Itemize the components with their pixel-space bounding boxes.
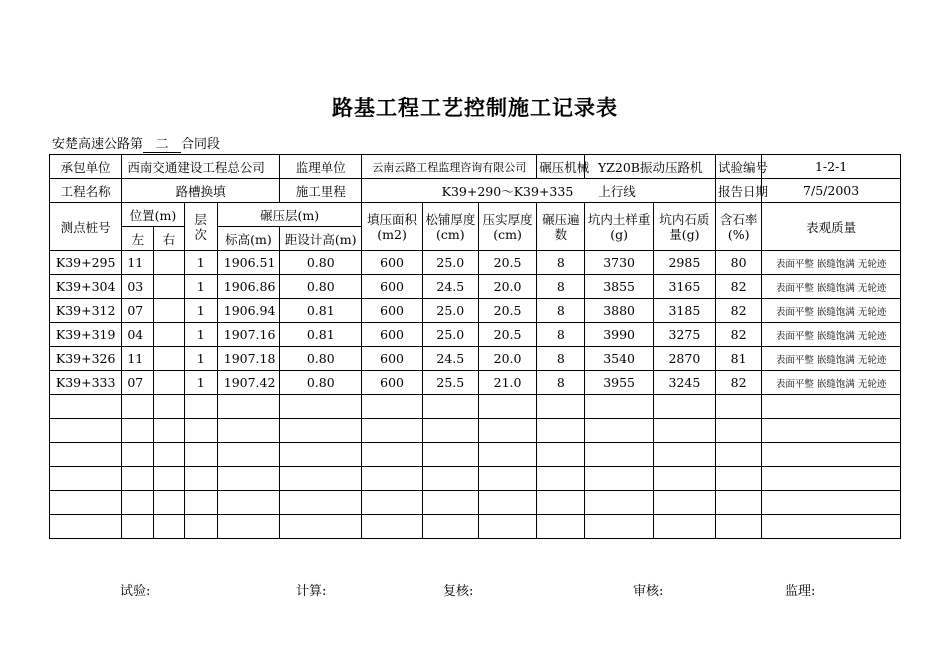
empty-cell: [280, 443, 362, 467]
test-no-value: 1-2-1: [762, 155, 901, 179]
machine-label: 碾压机械: [537, 155, 585, 179]
cell-surface-quality: 表面平整 嵌缝饱满 无轮迹: [762, 323, 901, 347]
page-title: 路基工程工艺控制施工记录表: [332, 95, 618, 120]
empty-cell: [653, 491, 715, 515]
empty-cell: [716, 443, 762, 467]
empty-table-row: [50, 419, 901, 443]
empty-cell: [154, 419, 184, 443]
cell-stone-weight: 3275: [653, 323, 715, 347]
empty-cell: [585, 395, 653, 419]
info-row-1: [50, 155, 901, 179]
cell-fill-area: 600: [362, 371, 422, 395]
empty-cell: [422, 467, 478, 491]
cell-soil-weight: 3990: [585, 323, 653, 347]
cell-station: K39+319: [50, 323, 122, 347]
cell-fill-area: 600: [362, 323, 422, 347]
cell-soil-weight: 3955: [585, 371, 653, 395]
header-compact-thickness: 压实厚度(cm): [478, 203, 536, 251]
cell-stone-content: 82: [716, 299, 762, 323]
empty-cell: [50, 515, 122, 539]
cell-elevation: 1907.42: [217, 371, 279, 395]
empty-cell: [478, 443, 536, 467]
cell-fill-area: 600: [362, 275, 422, 299]
empty-cell: [217, 395, 279, 419]
empty-cell: [716, 467, 762, 491]
cell-design-distance: 0.80: [280, 371, 362, 395]
header-layer-top: 层: [194, 211, 207, 227]
empty-cell: [184, 491, 217, 515]
empty-cell: [762, 419, 901, 443]
cell-passes: 8: [537, 299, 585, 323]
empty-cell: [50, 395, 122, 419]
empty-cell: [762, 491, 901, 515]
cell-layer: 1: [184, 275, 217, 299]
supervisor-label: 监理单位: [280, 155, 362, 179]
empty-cell: [362, 491, 422, 515]
empty-cell: [280, 491, 362, 515]
header-soil-weight: 坑内土样重(g): [585, 203, 653, 251]
cell-position-right: [154, 347, 184, 371]
empty-table-row: [50, 515, 901, 539]
empty-cell: [122, 443, 154, 467]
header-station: 测点桩号: [50, 203, 122, 251]
signature-review: 复核:: [443, 584, 474, 599]
header-loose-thickness: 松铺厚度(cm): [422, 203, 478, 251]
empty-cell: [184, 467, 217, 491]
empty-cell: [537, 443, 585, 467]
signature-audit: 审核:: [633, 584, 664, 599]
empty-cell: [184, 419, 217, 443]
empty-cell: [50, 443, 122, 467]
section-prefix: 安楚高速公路第: [52, 137, 144, 152]
cell-passes: 8: [537, 251, 585, 275]
empty-cell: [653, 419, 715, 443]
empty-cell: [537, 515, 585, 539]
cell-position-left: 07: [122, 299, 154, 323]
cell-stone-content: 80: [716, 251, 762, 275]
cell-compact-thickness: 20.5: [478, 251, 536, 275]
info-row-2: [50, 179, 901, 203]
empty-cell: [537, 467, 585, 491]
empty-cell: [585, 467, 653, 491]
empty-cell: [184, 395, 217, 419]
empty-cell: [50, 419, 122, 443]
cell-fill-area: 600: [362, 299, 422, 323]
cell-compact-thickness: 21.0: [478, 371, 536, 395]
empty-table-row: [50, 467, 901, 491]
empty-cell: [362, 395, 422, 419]
table-row: [50, 299, 901, 323]
cell-surface-quality: 表面平整 嵌缝饱满 无轮迹: [762, 299, 901, 323]
empty-cell: [154, 491, 184, 515]
cell-stone-content: 81: [716, 347, 762, 371]
empty-cell: [653, 443, 715, 467]
empty-cell: [280, 467, 362, 491]
cell-compact-thickness: 20.5: [478, 299, 536, 323]
empty-cell: [422, 419, 478, 443]
contractor-value: 西南交通建设工程总公司: [122, 155, 280, 179]
cell-station: K39+312: [50, 299, 122, 323]
cell-elevation: 1906.51: [217, 251, 279, 275]
cell-passes: 8: [537, 275, 585, 299]
cell-layer: 1: [184, 347, 217, 371]
empty-cell: [362, 515, 422, 539]
mileage-value: K39+290～K39+335 上行线: [362, 179, 716, 203]
cell-stone-content: 82: [716, 371, 762, 395]
empty-cell: [478, 419, 536, 443]
empty-cell: [537, 395, 585, 419]
empty-cell: [422, 491, 478, 515]
cell-station: K39+295: [50, 251, 122, 275]
cell-elevation: 1907.16: [217, 323, 279, 347]
empty-cell: [716, 515, 762, 539]
empty-cell: [716, 395, 762, 419]
empty-table-row: [50, 395, 901, 419]
empty-cell: [478, 395, 536, 419]
cell-layer: 1: [184, 251, 217, 275]
header-fill-area: 填压面积(m2): [362, 203, 422, 251]
cell-stone-weight: 2870: [653, 347, 715, 371]
header-passes: 碾压遍数: [537, 203, 585, 251]
cell-compact-thickness: 20.5: [478, 323, 536, 347]
empty-cell: [217, 515, 279, 539]
empty-cell: [653, 467, 715, 491]
header-right: 右: [154, 227, 184, 251]
empty-cell: [762, 467, 901, 491]
signature-supervision: 监理:: [785, 584, 816, 599]
cell-position-right: [154, 323, 184, 347]
empty-cell: [585, 491, 653, 515]
header-layer-bottom: 次: [194, 226, 207, 242]
empty-cell: [422, 515, 478, 539]
cell-soil-weight: 3855: [585, 275, 653, 299]
empty-cell: [762, 443, 901, 467]
empty-cell: [716, 491, 762, 515]
empty-cell: [280, 515, 362, 539]
empty-cell: [154, 467, 184, 491]
header-stone-content: 含石率(%): [716, 203, 762, 251]
empty-cell: [362, 419, 422, 443]
empty-cell: [716, 419, 762, 443]
cell-elevation: 1906.94: [217, 299, 279, 323]
record-table: [49, 154, 901, 539]
empty-cell: [122, 515, 154, 539]
empty-cell: [478, 491, 536, 515]
empty-cell: [537, 419, 585, 443]
empty-cell: [653, 395, 715, 419]
header-compacted-layer: 碾压层(m): [217, 203, 362, 227]
empty-cell: [50, 467, 122, 491]
empty-cell: [184, 443, 217, 467]
header-elevation: 标高(m): [217, 227, 279, 251]
empty-cell: [280, 395, 362, 419]
empty-cell: [217, 443, 279, 467]
cell-passes: 8: [537, 371, 585, 395]
test-no-label: 试验编号: [716, 155, 762, 179]
cell-station: K39+333: [50, 371, 122, 395]
cell-elevation: 1906.86: [217, 275, 279, 299]
empty-table-row: [50, 491, 901, 515]
header-design-distance: 距设计高(m): [280, 227, 362, 251]
cell-loose-thickness: 25.0: [422, 251, 478, 275]
signature-test: 试验:: [120, 584, 151, 599]
cell-elevation: 1907.18: [217, 347, 279, 371]
cell-stone-weight: 2985: [653, 251, 715, 275]
cell-position-left: 11: [122, 347, 154, 371]
header-stone-weight: 坑内石质量(g): [653, 203, 715, 251]
cell-stone-weight: 3165: [653, 275, 715, 299]
header-left: 左: [122, 227, 154, 251]
empty-cell: [122, 467, 154, 491]
cell-stone-content: 82: [716, 275, 762, 299]
empty-cell: [422, 395, 478, 419]
cell-station: K39+326: [50, 347, 122, 371]
cell-design-distance: 0.80: [280, 347, 362, 371]
cell-loose-thickness: 24.5: [422, 275, 478, 299]
cell-passes: 8: [537, 323, 585, 347]
cell-stone-weight: 3185: [653, 299, 715, 323]
cell-loose-thickness: 25.0: [422, 323, 478, 347]
cell-fill-area: 600: [362, 251, 422, 275]
cell-loose-thickness: 24.5: [422, 347, 478, 371]
cell-stone-weight: 3245: [653, 371, 715, 395]
cell-position-right: [154, 371, 184, 395]
header-layer: [184, 203, 217, 251]
empty-cell: [478, 515, 536, 539]
table-row: [50, 371, 901, 395]
empty-cell: [585, 419, 653, 443]
empty-cell: [184, 515, 217, 539]
cell-loose-thickness: 25.0: [422, 299, 478, 323]
empty-cell: [217, 419, 279, 443]
machine-value: YZ20B振动压路机: [585, 155, 716, 179]
cell-design-distance: 0.81: [280, 299, 362, 323]
supervisor-value: 云南云路工程监理咨询有限公司: [362, 155, 537, 179]
cell-fill-area: 600: [362, 347, 422, 371]
header-row-1: [50, 203, 901, 227]
contract-section: [52, 133, 220, 153]
cell-position-left: 03: [122, 275, 154, 299]
empty-cell: [217, 491, 279, 515]
cell-stone-content: 82: [716, 323, 762, 347]
mileage-label: 施工里程: [280, 179, 362, 203]
empty-cell: [154, 515, 184, 539]
section-suffix: 合同段: [181, 137, 221, 152]
cell-design-distance: 0.80: [280, 275, 362, 299]
cell-layer: 1: [184, 371, 217, 395]
empty-cell: [362, 443, 422, 467]
cell-loose-thickness: 25.5: [422, 371, 478, 395]
empty-cell: [154, 395, 184, 419]
empty-cell: [122, 419, 154, 443]
contractor-label: 承包单位: [50, 155, 122, 179]
empty-cell: [537, 491, 585, 515]
empty-cell: [122, 395, 154, 419]
empty-cell: [154, 443, 184, 467]
cell-layer: 1: [184, 323, 217, 347]
cell-surface-quality: 表面平整 嵌缝饱满 无轮迹: [762, 347, 901, 371]
empty-cell: [478, 467, 536, 491]
header-position: 位置(m): [122, 203, 184, 227]
cell-design-distance: 0.81: [280, 323, 362, 347]
cell-station: K39+304: [50, 275, 122, 299]
empty-cell: [280, 419, 362, 443]
empty-cell: [762, 515, 901, 539]
table-row: [50, 347, 901, 371]
empty-cell: [362, 467, 422, 491]
project-value: 路槽换填: [122, 179, 280, 203]
cell-position-left: 11: [122, 251, 154, 275]
empty-cell: [653, 515, 715, 539]
cell-design-distance: 0.80: [280, 251, 362, 275]
empty-cell: [122, 491, 154, 515]
project-label: 工程名称: [50, 179, 122, 203]
cell-position-left: 04: [122, 323, 154, 347]
cell-surface-quality: 表面平整 嵌缝饱满 无轮迹: [762, 371, 901, 395]
empty-cell: [422, 443, 478, 467]
empty-cell: [217, 467, 279, 491]
report-date-label: 报告日期: [716, 179, 762, 203]
cell-position-right: [154, 299, 184, 323]
table-row: [50, 251, 901, 275]
cell-surface-quality: 表面平整 嵌缝饱满 无轮迹: [762, 275, 901, 299]
cell-soil-weight: 3880: [585, 299, 653, 323]
signature-calc: 计算:: [296, 584, 327, 599]
cell-position-right: [154, 251, 184, 275]
cell-soil-weight: 3540: [585, 347, 653, 371]
empty-cell: [585, 515, 653, 539]
table-row: [50, 323, 901, 347]
cell-compact-thickness: 20.0: [478, 347, 536, 371]
header-surface-quality: 表观质量: [762, 203, 901, 251]
cell-surface-quality: 表面平整 嵌缝饱满 无轮迹: [762, 251, 901, 275]
cell-position-left: 07: [122, 371, 154, 395]
cell-layer: 1: [184, 299, 217, 323]
section-number: 二: [143, 138, 181, 153]
table-row: [50, 275, 901, 299]
cell-position-right: [154, 275, 184, 299]
empty-table-row: [50, 443, 901, 467]
empty-cell: [762, 395, 901, 419]
cell-passes: 8: [537, 347, 585, 371]
empty-cell: [585, 443, 653, 467]
report-date-value: 7/5/2003: [762, 179, 901, 203]
cell-soil-weight: 3730: [585, 251, 653, 275]
cell-compact-thickness: 20.0: [478, 275, 536, 299]
empty-cell: [50, 491, 122, 515]
